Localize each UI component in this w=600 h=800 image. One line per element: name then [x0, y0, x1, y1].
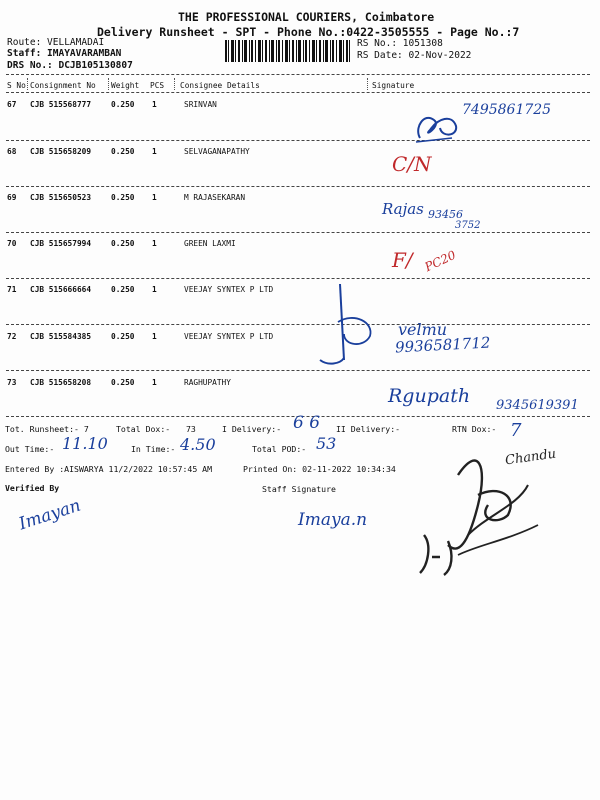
row-weight: 0.250: [111, 378, 135, 387]
rtn-dox-label: RTN Dox:-: [452, 424, 497, 434]
rtn-dox-value: 7: [510, 420, 522, 441]
total-pod-label: Total POD:-: [252, 444, 307, 454]
rs-date: RS Date: 02-Nov-2022: [357, 50, 472, 61]
tot-runsheet: Tot. Runsheet:- 7: [5, 424, 89, 434]
col-sno: S No: [7, 81, 26, 90]
route: Route: VELLAMADAI: [7, 37, 105, 48]
row-weight: 0.250: [111, 285, 135, 294]
staff-signature-label: Staff Signature: [262, 484, 336, 494]
row-pcs: 1: [152, 193, 157, 202]
row-consignment: CJB 515657994: [30, 239, 92, 248]
ii-delivery-label: II Delivery:-: [336, 424, 401, 434]
handwritten-phone: 3752: [455, 220, 481, 231]
col-consignment: Consignment No: [30, 81, 96, 90]
row-weight: 0.250: [111, 100, 135, 109]
in-time-label: In Time:-: [131, 444, 176, 454]
col-divider: [367, 78, 368, 90]
drs-number: DRS No.: DCJB105130807: [7, 60, 133, 71]
out-time-value: 11.10: [62, 434, 108, 453]
row-rule: [6, 370, 590, 371]
row-sno: 73: [7, 378, 17, 387]
col-divider: [174, 78, 175, 90]
row-sno: 71: [7, 285, 17, 294]
i-delivery-label: I Delivery:-: [222, 424, 282, 434]
row-rule: [6, 232, 590, 233]
row-consignment: CJB 515666664: [30, 285, 92, 294]
row-weight: 0.250: [111, 239, 135, 248]
handwritten-name: velmu: [398, 320, 448, 339]
verified-by-label: Verified By: [5, 483, 60, 493]
row-consignee: GREEN LAXMI: [184, 239, 236, 248]
col-pcs: PCS: [150, 81, 165, 90]
row-consignment: CJB 515584385: [30, 332, 92, 341]
right-signature-text: Chandu: [504, 446, 557, 469]
staff-signature: Imaya.n: [298, 510, 368, 530]
row-consignee: M RAJASEKARAN: [184, 193, 246, 202]
row-sno: 68: [7, 147, 17, 156]
row-sno: 72: [7, 332, 17, 341]
i-delivery-value: 6 6: [293, 413, 321, 433]
col-weight: Weight: [111, 81, 140, 90]
row-pcs: 1: [152, 100, 157, 109]
handwritten-f: F/: [392, 248, 413, 272]
table-top-rule: [6, 74, 590, 75]
row-sno: 69: [7, 193, 17, 202]
row-consignment: CJB 515658208: [30, 378, 92, 387]
company-name: THE PROFESSIONAL COURIERS, Coimbatore: [178, 10, 435, 24]
row-rule: [6, 186, 590, 187]
printed-on: Printed On: 02-11-2022 10:34:34: [243, 464, 396, 474]
barcode: [225, 40, 350, 62]
row-weight: 0.250: [111, 332, 135, 341]
row-pcs: 1: [152, 147, 157, 156]
row-pcs: 1: [152, 378, 157, 387]
row-consignment: CJB 515568777: [30, 100, 92, 109]
row-weight: 0.250: [111, 147, 135, 156]
row-pcs: 1: [152, 332, 157, 341]
in-time-value: 4.50: [180, 435, 216, 454]
row-rule: [6, 278, 590, 279]
col-consignee: Consignee Details: [180, 81, 260, 90]
handwritten-phone: 9345619391: [496, 398, 579, 413]
handwritten-phone: 93456: [428, 208, 463, 221]
handwritten-name: Rgupath: [388, 385, 471, 407]
row-consignment: CJB 515650523: [30, 193, 92, 202]
handwritten-phone: 9936581712: [394, 333, 491, 357]
signature-scribble: [314, 282, 379, 367]
row-consignee: SRINVAN: [184, 100, 217, 109]
row-pcs: 1: [152, 285, 157, 294]
handwritten-phone: 7495861725: [462, 102, 552, 118]
row-consignment: CJB 515658209: [30, 147, 92, 156]
row-consignee: VEEJAY SYNTEX P LTD: [184, 332, 274, 341]
right-signature-scribble: [418, 445, 548, 580]
handwritten-cn: C/N: [392, 152, 432, 176]
row-consignee: SELVAGANAPATHY: [184, 147, 250, 156]
handwritten-pc: PC20: [422, 247, 458, 275]
handwritten-name: Rajas: [382, 200, 424, 218]
row-rule: [6, 140, 590, 141]
row-consignee: VEEJAY SYNTEX P LTD: [184, 285, 274, 294]
row-sno: 70: [7, 239, 17, 248]
signature-scribble: [412, 108, 462, 148]
total-dox-value: 73: [186, 424, 196, 434]
entered-by: Entered By :AISWARYA 11/2/2022 10:57:45 AM: [5, 464, 213, 474]
row-consignee: RAGHUPATHY: [184, 378, 231, 387]
header-rule: [6, 92, 590, 93]
total-pod-value: 53: [316, 434, 337, 453]
row-rule: [6, 324, 590, 325]
staff: Staff: IMAYAVARAMBAN: [7, 48, 122, 59]
verified-signature: Imayan: [16, 495, 84, 535]
col-signature: Signature: [372, 81, 415, 90]
rs-number: RS No.: 1051308: [357, 38, 443, 49]
col-divider: [27, 78, 28, 90]
runsheet-subtitle: Delivery Runsheet - SPT - Phone No.:0422-3505555 - Page No.:7: [97, 25, 520, 39]
out-time-label: Out Time:-: [5, 444, 55, 454]
col-divider: [108, 78, 109, 90]
total-dox-label: Total Dox:-: [116, 424, 171, 434]
row-weight: 0.250: [111, 193, 135, 202]
row-pcs: 1: [152, 239, 157, 248]
row-sno: 67: [7, 100, 17, 109]
